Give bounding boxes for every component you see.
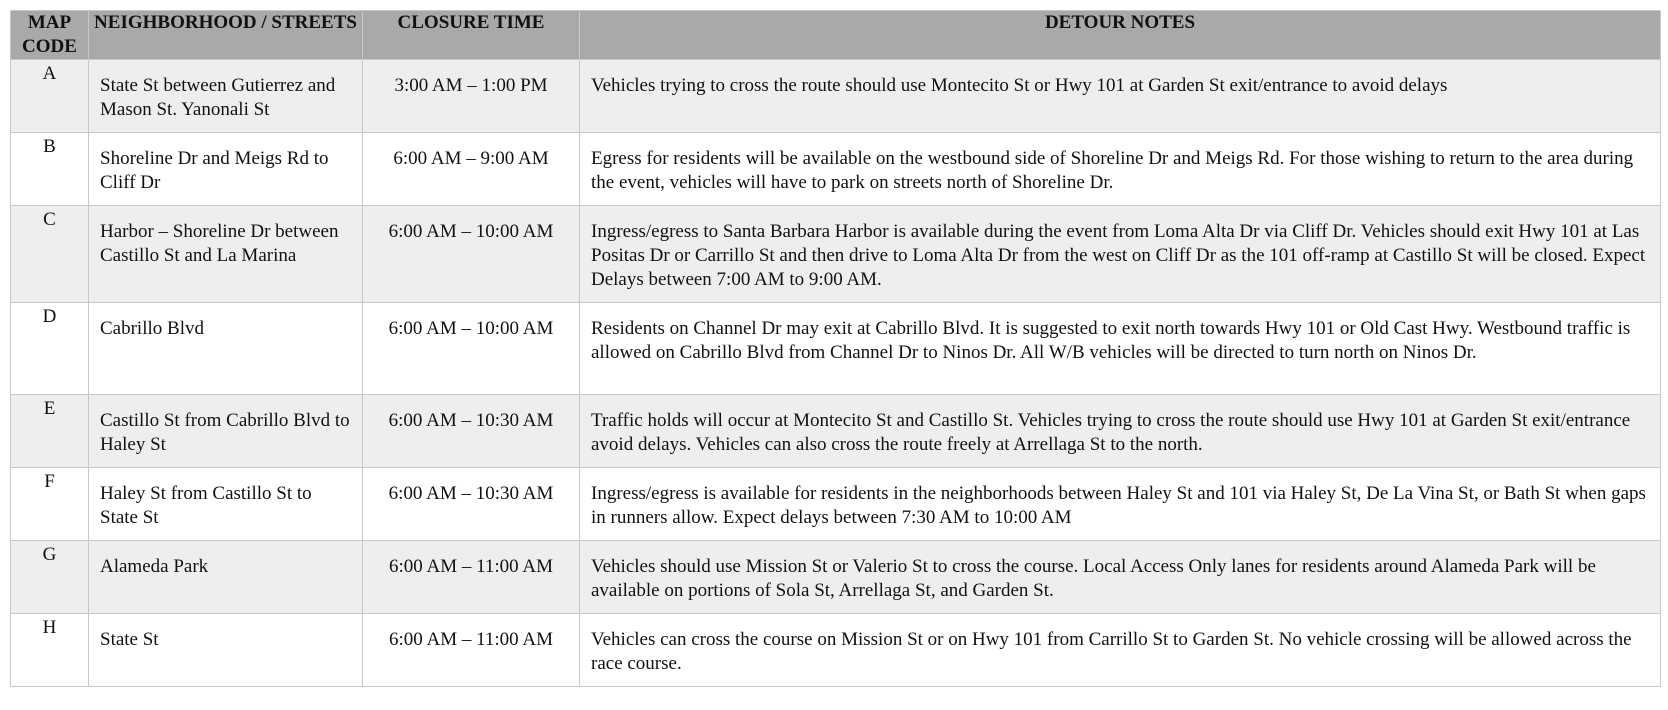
detour-notes-cell: Vehicles can cross the course on Mission St or on Hwy 101 from Carrillo St to Garden St. No vehicle crossing will be allowed across the race course. <box>580 614 1661 687</box>
detour-notes-cell: Ingress/egress is available for residents in the neighborhoods between Haley St and 101 via Haley St, De La Vina St, or Bath St when gaps in runners allow. Expect delays between 7:30 AM to 10:00 AM <box>580 468 1661 541</box>
streets-cell: Alameda Park <box>89 541 363 614</box>
streets-cell: Castillo St from Cabrillo Blvd to Haley St <box>89 395 363 468</box>
closure-time-cell: 6:00 AM – 10:00 AM <box>363 303 580 395</box>
streets-cell: Shoreline Dr and Meigs Rd to Cliff Dr <box>89 133 363 206</box>
closure-time-cell: 6:00 AM – 10:00 AM <box>363 206 580 303</box>
streets-cell: State St between Gutierrez and Mason St. Yanonali St <box>89 60 363 133</box>
map-code-cell: A <box>11 60 89 133</box>
table-row <box>11 395 1661 468</box>
header-streets: NEIGHBORHOOD / STREETS <box>89 11 363 60</box>
closure-time-cell: 6:00 AM – 10:30 AM <box>363 468 580 541</box>
header-map-code: MAP CODE <box>11 11 89 60</box>
map-code-cell: C <box>11 206 89 303</box>
road-closures-table <box>10 10 1661 687</box>
closure-time-cell: 6:00 AM – 9:00 AM <box>363 133 580 206</box>
table-row <box>11 303 1661 395</box>
detour-notes-cell: Ingress/egress to Santa Barbara Harbor is available during the event from Loma Alta Dr via Cliff Dr. Vehicles should exit Hwy 101 at Las Positas Dr or Carrillo St and then drive to Loma Alta Dr from the west on Cliff Dr as the 101 off-ramp at Castillo St will be closed. Expect Delays between 7:00 AM to 9:00 AM. <box>580 206 1661 303</box>
table-row <box>11 541 1661 614</box>
map-code-cell: E <box>11 395 89 468</box>
map-code-cell: B <box>11 133 89 206</box>
detour-notes-cell: Egress for residents will be available on the westbound side of Shoreline Dr and Meigs Rd. For those wishing to return to the area during the event, vehicles will have to park on streets north of Shoreline Dr. <box>580 133 1661 206</box>
table-row <box>11 133 1661 206</box>
closure-time-cell: 3:00 AM – 1:00 PM <box>363 60 580 133</box>
detour-notes-cell: Traffic holds will occur at Montecito St and Castillo St. Vehicles trying to cross the route should use Hwy 101 at Garden St exit/entrance avoid delays. Vehicles can also cross the route freely at Arrellaga St to the north. <box>580 395 1661 468</box>
detour-notes-cell: Vehicles trying to cross the route should use Montecito St or Hwy 101 at Garden St exit/entrance to avoid delays <box>580 60 1661 133</box>
map-code-cell: H <box>11 614 89 687</box>
map-code-cell: G <box>11 541 89 614</box>
map-code-cell: F <box>11 468 89 541</box>
streets-cell: State St <box>89 614 363 687</box>
detour-notes-cell: Vehicles should use Mission St or Valerio St to cross the course. Local Access Only lanes for residents around Alameda Park will be available on portions of Sola St, Arrellaga St, and Garden St. <box>580 541 1661 614</box>
table-row <box>11 206 1661 303</box>
streets-cell: Haley St from Castillo St to State St <box>89 468 363 541</box>
header-detour-notes: DETOUR NOTES <box>580 11 1661 60</box>
header-row <box>11 11 1661 60</box>
streets-cell: Cabrillo Blvd <box>89 303 363 395</box>
table-row <box>11 614 1661 687</box>
detour-notes-cell: Residents on Channel Dr may exit at Cabrillo Blvd. It is suggested to exit north towards Hwy 101 or Old Cast Hwy. Westbound traffic is allowed on Cabrillo Blvd from Channel Dr to Ninos Dr. All W/B vehicles will be directed to turn north on Ninos Dr. <box>580 303 1661 395</box>
closure-time-cell: 6:00 AM – 11:00 AM <box>363 541 580 614</box>
closure-time-cell: 6:00 AM – 11:00 AM <box>363 614 580 687</box>
table-row <box>11 468 1661 541</box>
streets-cell: Harbor – Shoreline Dr between Castillo St and La Marina <box>89 206 363 303</box>
map-code-cell: D <box>11 303 89 395</box>
closure-time-cell: 6:00 AM – 10:30 AM <box>363 395 580 468</box>
header-closure-time: CLOSURE TIME <box>363 11 580 60</box>
table-row <box>11 60 1661 133</box>
